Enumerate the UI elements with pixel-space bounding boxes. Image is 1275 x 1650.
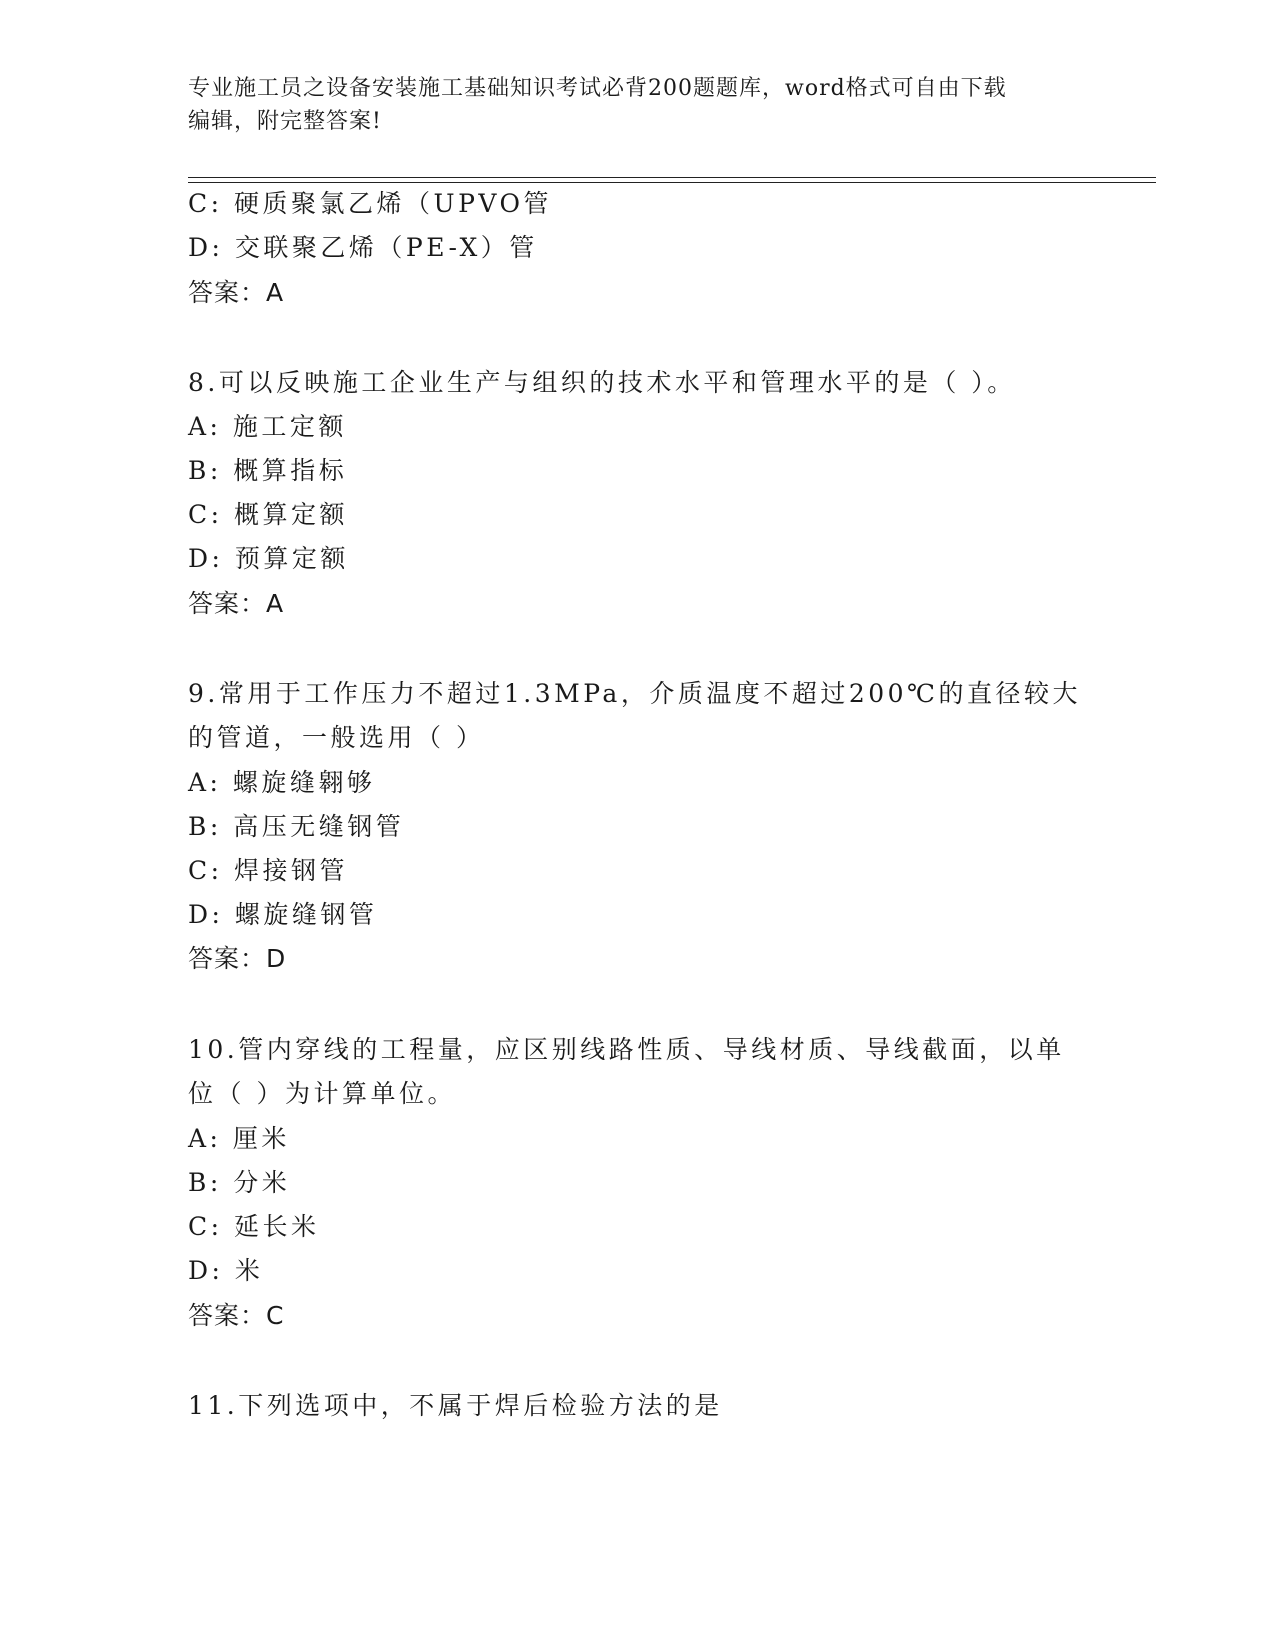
q9-option-a: A: 螺旋缝翱够 — [188, 768, 376, 797]
q8-answer: 答案：A — [188, 589, 285, 618]
q10-question-line-1: 10.管内穿线的工程量，应区别线路性质、导线材质、导线截面，以单 — [188, 1035, 1065, 1064]
q9-question-line-1: 9.常用于工作压力不超过1.3MPa，介质温度不超过200℃的直径较大 — [188, 679, 1081, 708]
header-divider-top — [188, 177, 1156, 178]
header-title-line-1: 专业施工员之设备安装施工基础知识考试必背200题题库，word格式可自由下载 — [188, 76, 1007, 101]
q8-option-c: C: 概算定额 — [188, 500, 348, 529]
q10-answer: 答案：C — [188, 1301, 285, 1330]
q9-answer: 答案：D — [188, 944, 287, 973]
q8-option-a: A: 施工定额 — [188, 412, 347, 441]
q10-option-a: A: 厘米 — [188, 1124, 290, 1153]
q9-question-line-2: 的管道，一般选用（ ） — [188, 723, 485, 752]
q8-option-b: B: 概算指标 — [188, 456, 348, 485]
document-header — [188, 72, 1068, 138]
q11-question: 11.下列选项中，不属于焊后检验方法的是 — [188, 1391, 723, 1420]
q9-option-d: D: 螺旋缝钢管 — [188, 900, 378, 929]
q8-option-d: D: 预算定额 — [188, 544, 349, 573]
q10-option-c: C: 延长米 — [188, 1212, 320, 1241]
q7-option-c: C: 硬质聚氯乙烯（UPVO管 — [188, 189, 552, 218]
header-divider-bottom — [188, 182, 1156, 183]
q10-option-b: B: 分米 — [188, 1168, 291, 1197]
q10-option-d: D: 米 — [188, 1256, 264, 1285]
header-title-line-2: 编辑，附完整答案! — [188, 109, 382, 134]
q8-question: 8.可以反映施工企业生产与组织的技术水平和管理水平的是（ ）。 — [188, 368, 1016, 397]
q7-option-d: D: 交联聚乙烯（PE-X）管 — [188, 233, 538, 262]
q7-answer: 答案：A — [188, 278, 285, 307]
q9-option-c: C: 焊接钢管 — [188, 856, 348, 885]
q10-question-line-2: 位（ ）为计算单位。 — [188, 1079, 456, 1108]
q9-option-b: B: 高压无缝钢管 — [188, 812, 405, 841]
